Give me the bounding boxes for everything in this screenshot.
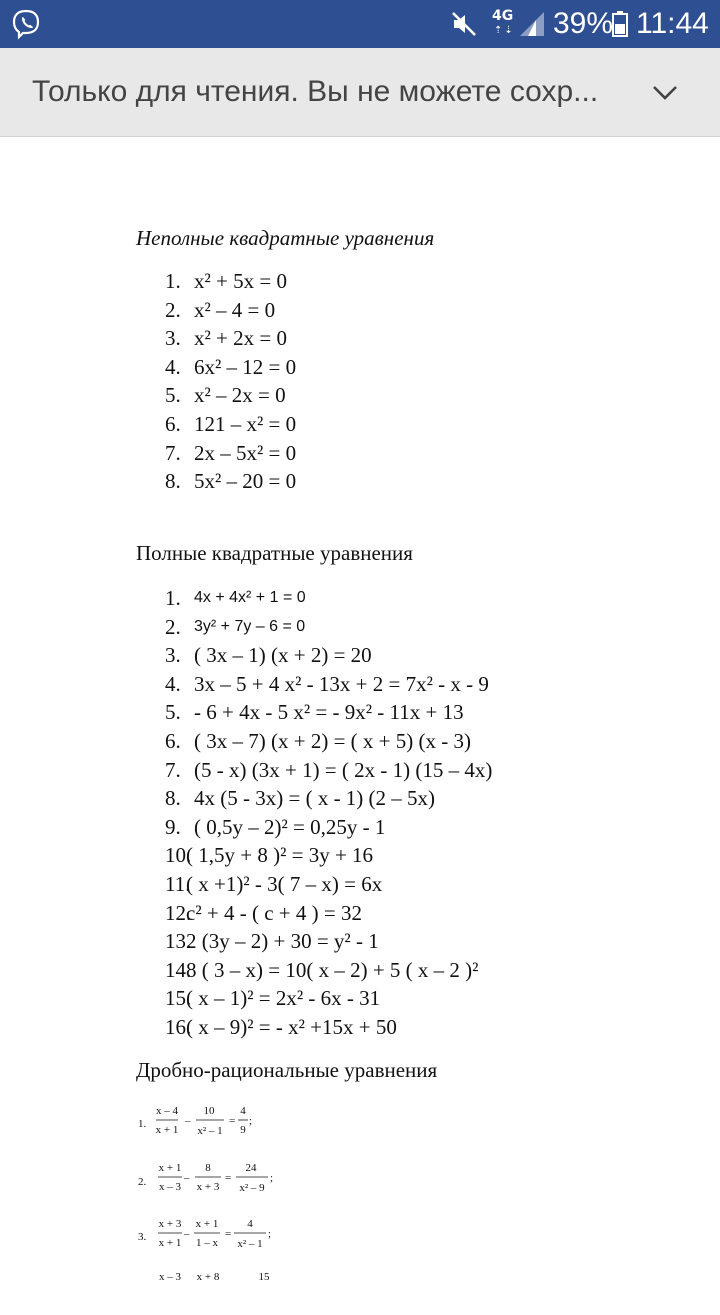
equation: 4x + 4x² + 1 = 0 [194, 589, 306, 606]
equation: 3x – 5 + 4 x² - 13x + 2 = 7x² - x - 9 [194, 671, 489, 696]
equation: x² – 2x = 0 [194, 383, 286, 408]
equation: 121 – x² = 0 [194, 411, 297, 436]
item-number: 11. [165, 871, 191, 896]
item-number: 16. [165, 1014, 192, 1039]
equation: 2x – 5x² = 0 [194, 440, 297, 465]
item-number: 15. [165, 986, 192, 1011]
item-number: 5. [165, 383, 181, 408]
equation: ( 3x – 1) (x + 2) = 20 [194, 643, 372, 668]
item-number: 8. [165, 786, 181, 811]
item-number: 3. [165, 326, 181, 351]
item-number: 10. [165, 843, 192, 868]
equation: x² – 4 = 0 [194, 297, 276, 322]
network-type-label: 4G [492, 8, 514, 24]
equation: ( x – 9)² = - x² +15x + 50 [186, 1014, 397, 1039]
fraction-expression [154, 1213, 304, 1261]
equation: (5 - x) (3x + 1) = ( 2x - 1) (15 – 4x) [194, 757, 493, 782]
equation: 6x² – 12 = 0 [194, 354, 297, 379]
item-number: 7. [165, 440, 181, 465]
item-number: 12. [165, 900, 192, 925]
status-bar [0, 0, 720, 48]
mute-icon [450, 10, 478, 38]
denominator: x + 1 [155, 1124, 179, 1136]
item-number: 3. [138, 1231, 147, 1243]
numerator: 4 [240, 1105, 246, 1117]
numerator: x – 3 [159, 1271, 181, 1283]
battery-percent: 39% [553, 7, 614, 40]
item-number: 1. [165, 269, 181, 293]
expand-banner-button[interactable] [640, 68, 690, 116]
equation: - 6 + 4x - 5 x² = - 9x² - 11x + 13 [194, 700, 464, 725]
denominator: 9 [240, 1124, 246, 1136]
fraction-expression [154, 1158, 304, 1206]
numerator: 10 [203, 1105, 215, 1117]
fraction-expression [154, 1100, 294, 1148]
item-number: 6. [165, 728, 181, 753]
numerator: x – 4 [156, 1105, 178, 1117]
numerator: x + 1 [158, 1162, 182, 1174]
viber-icon [10, 8, 42, 40]
numerator: 24 [245, 1162, 257, 1174]
equation: 2 (3y – 2) + 30 = y² - 1 [186, 929, 379, 954]
item-number: 8. [165, 469, 181, 494]
read-only-banner[interactable] [0, 48, 720, 137]
document-page [0, 137, 720, 1283]
operator: – [185, 1115, 191, 1127]
equation: ( 1,5y + 8 )² = 3y + 16 [186, 843, 374, 868]
operator: – [184, 1172, 190, 1184]
item-number: 1. [165, 586, 181, 610]
item-number: 1. [138, 1118, 147, 1130]
operator: = [225, 1228, 232, 1240]
terminator: ; [249, 1115, 253, 1127]
data-activity-icon: ⇡⇣ [494, 25, 515, 36]
chevron-down-icon [640, 68, 690, 116]
equation: ( 3x – 7) (x + 2) = ( x + 5) (x - 3) [194, 728, 471, 753]
equation: ( x – 1)² = 2x² - 6x - 31 [186, 986, 381, 1011]
terminator: ; [268, 1228, 272, 1240]
equation: 4x (5 - 3x) = ( x - 1) (2 – 5x) [194, 786, 436, 811]
equation: c² + 4 - ( c + 4 ) = 32 [186, 900, 362, 925]
signal-icon [516, 10, 546, 38]
item-number: 5. [165, 700, 181, 725]
terminator: ; [270, 1172, 274, 1184]
item-number: 9. [165, 814, 181, 839]
numerator: 15 [258, 1271, 270, 1283]
item-number: 6. [165, 411, 181, 436]
denominator: x² – 1 [197, 1125, 223, 1137]
item-number: 7. [165, 757, 181, 782]
numerator: 4 [247, 1218, 253, 1230]
denominator: x + 3 [196, 1181, 220, 1193]
battery-icon [612, 11, 628, 37]
denominator: x² – 9 [239, 1182, 265, 1194]
item-number: 13. [165, 929, 192, 954]
equation: 8 ( 3 – x) = 10( x – 2) + 5 ( x – 2 )² [186, 957, 479, 982]
section-title-complete: Полные квадратные уравнения [136, 541, 413, 565]
numerator: x + 8 [196, 1271, 220, 1283]
numerator: x + 3 [158, 1218, 182, 1230]
item-number: 2. [165, 297, 181, 322]
operator: – [184, 1228, 190, 1240]
item-number: 2. [138, 1176, 147, 1188]
operator: = [229, 1115, 236, 1127]
equation: 3y² + 7y – 6 = 0 [194, 617, 306, 635]
item-number: 14. [165, 957, 192, 982]
section-title-fractional: Дробно-рациональные уравнения [136, 1058, 438, 1082]
operator: = [225, 1172, 232, 1184]
item-number: 2. [165, 614, 181, 639]
read-only-message: Только для чтения. Вы не можете сохр... [32, 75, 599, 108]
denominator: x – 3 [159, 1181, 181, 1193]
denominator: 1 – x [196, 1237, 218, 1249]
item-number: 3. [165, 643, 181, 668]
numerator: x + 1 [195, 1218, 219, 1230]
equation: ( x +1)² - 3( 7 – x) = 6x [186, 871, 383, 896]
fraction-expression [154, 1267, 304, 1287]
clock: 11:44 [636, 7, 709, 40]
numerator: 8 [205, 1162, 211, 1174]
equation: 5x² – 20 = 0 [194, 469, 297, 494]
equation: x² + 2x = 0 [194, 326, 287, 351]
equation: x² + 5x = 0 [194, 269, 287, 293]
denominator: x² – 1 [237, 1238, 263, 1250]
section-title-incomplete: Неполные квадратные уравнения [136, 226, 435, 250]
item-number: 4. [165, 671, 181, 696]
equation: ( 0,5y – 2)² = 0,25y - 1 [194, 814, 386, 839]
denominator: x + 1 [158, 1237, 182, 1249]
item-number: 4. [165, 354, 181, 379]
